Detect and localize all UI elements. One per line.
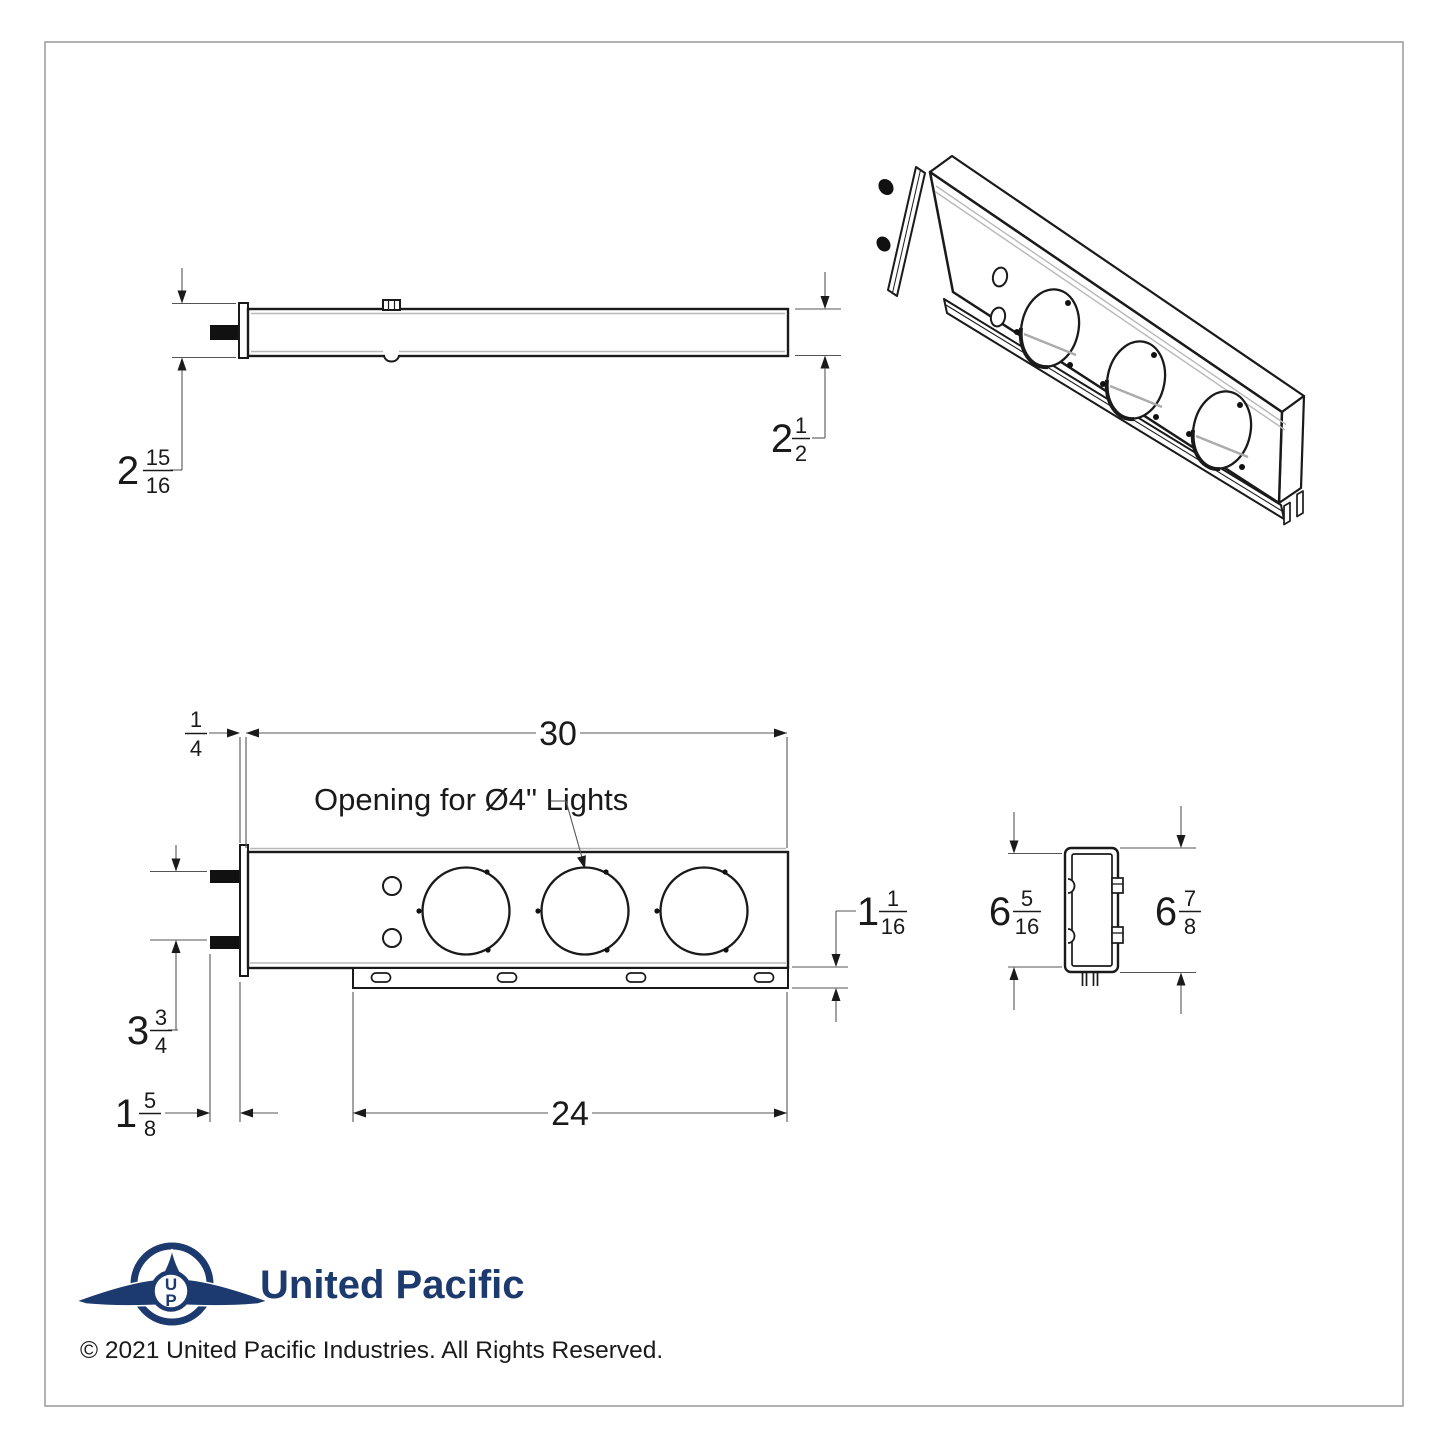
end-notch [1068,879,1075,893]
end-inner-profile [1072,854,1112,966]
iso-stud [875,176,896,198]
svg-text:8: 8 [1183,914,1197,939]
end-view [1065,848,1123,986]
end-notch [1068,929,1075,943]
svg-text:1: 1 [189,707,203,732]
svg-text:5: 5 [1020,886,1034,911]
svg-text:5: 5 [143,1088,157,1113]
strip-slot [755,973,774,982]
logo-monogram-p: P [165,1291,177,1310]
iso-strip-leg [1284,503,1290,525]
svg-text:4: 4 [189,736,203,761]
small-hole [383,877,401,895]
top-tab [383,300,400,310]
dim-stud-span [127,845,207,1058]
svg-text:1: 1 [794,413,808,438]
dim-side-right [771,272,841,466]
svg-text:3: 3 [154,1005,168,1030]
copyright-text: © 2021 United Pacific Industries. All Rights Reserved. [80,1337,664,1364]
strip-slot [627,973,646,982]
page-border [45,42,1403,1406]
iso-strip-leg [1297,491,1303,517]
dim-value: 2 [116,449,140,493]
svg-text:15: 15 [145,445,171,470]
mounting-stud [210,870,240,883]
svg-text:2: 2 [770,417,794,461]
iso-stud [874,234,894,255]
svg-text:3: 3 [126,1009,150,1053]
svg-text:6: 6 [1154,890,1178,934]
dim-strip-height [792,886,907,1022]
svg-text:30: 30 [539,715,577,753]
svg-text:7: 7 [1183,886,1197,911]
dim-end-inner [989,812,1062,1010]
svg-text:4: 4 [154,1033,168,1058]
light-opening [661,868,748,955]
flange-edge [239,303,248,358]
bar-body [248,309,788,356]
isometric-view [874,156,1304,525]
mounting-stud [210,325,239,340]
svg-text:1: 1 [856,890,880,934]
brand-name: United Pacific [260,1263,525,1307]
svg-text:8: 8 [143,1116,157,1141]
small-hole [383,929,401,947]
dim-end-outer [1120,806,1201,1014]
strip-slot [372,973,391,982]
mounting-stud [210,936,240,949]
end-legs [1083,972,1098,986]
end-tab [1112,878,1123,893]
svg-text:1: 1 [886,886,900,911]
dim-flange-thickness [185,707,246,848]
dim-side-left [117,268,236,498]
svg-text:16: 16 [1014,914,1040,939]
light-opening [542,868,629,955]
bottom-notch [384,355,399,362]
svg-text:16: 16 [880,914,906,939]
brand-logo [76,1246,525,1322]
strip-slot [498,973,517,982]
svg-text:1: 1 [114,1092,138,1136]
dim-strip-length [353,992,787,1133]
side-view [210,300,788,362]
front-view [210,845,788,988]
svg-text:16: 16 [145,473,171,498]
mounting-strip [353,968,788,988]
svg-text:24: 24 [551,1095,589,1133]
svg-text:2: 2 [794,441,808,466]
logo-monogram-u: U [164,1275,178,1294]
svg-text:6: 6 [988,890,1012,934]
light-opening [423,868,510,955]
opening-label: Opening for Ø4" Lights [314,782,629,817]
end-tab [1112,927,1123,943]
